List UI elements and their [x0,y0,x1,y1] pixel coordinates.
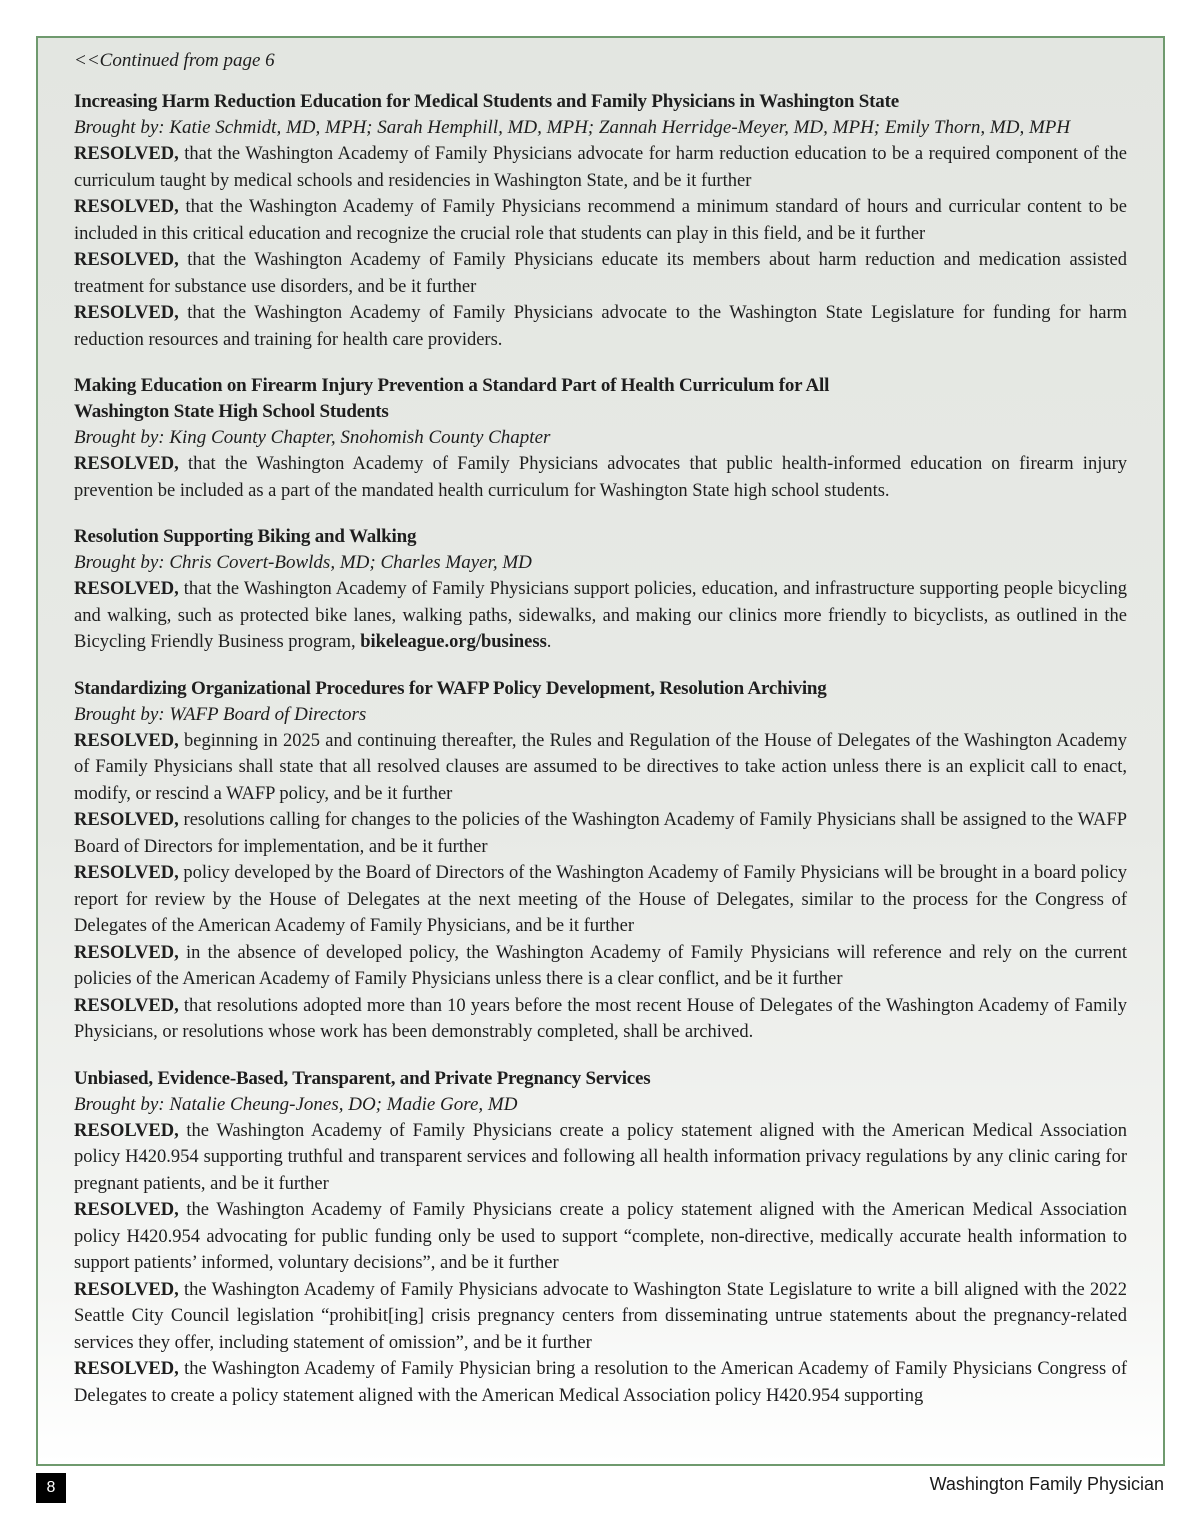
resolved-text: policy developed by the Board of Directors of the Washington Academy of Family Physicians will be brought in a board policy report for review by the House of Delegates at the next meeting of the House of Delegates, similar to the process for the Congress of Delegates of the American Academy of Family Physicians, and be it further [74,863,1127,936]
resolved-keyword: RESOLVED, [74,303,179,323]
resolved-clause [74,194,1127,247]
resolved-text: resolutions calling for changes to the policies of the Washington Academy of Family Physicians shall be assigned to the WAFP Board of Directors for implementation, and be it further [74,810,1127,857]
resolved-keyword: RESOLVED, [74,197,179,217]
resolved-clause [74,141,1127,194]
resolved-text: the Washington Academy of Family Physicians advocate to Washington State Legislature to write a bill aligned with the 2022 Seattle City Council legislation “prohibit[ing] crisis pregnancy centers from disseminating untrue statements about the pregnancy-related services they offer, including statement of omission”, and be it further [74,1279,1127,1353]
resolved-text: the Washington Academy of Family Physicians create a policy statement aligned with the American Medical Association policy H420.954 supporting truthful and transparent services and following all health information privacy regulations by any clinic caring for pregnant patients, and be it further [74,1120,1127,1194]
resolved-clause [74,860,1127,940]
section-title: Resolution Supporting Biking and Walking [74,526,417,547]
resolved-clause [74,728,1127,808]
section-title [74,373,1127,425]
resolved-clause [74,940,1127,993]
resolved-keyword: RESOLVED, [74,810,179,830]
resolved-keyword: RESOLVED, [74,863,179,883]
resolved-text: the Washington Academy of Family Physician bring a resolution to the American Academy of Family Physicians Congress of Delegates to create a policy statement aligned with the American Medical Association policy H420.954 supporting [74,1359,1127,1406]
resolved-text: that the Washington Academy of Family Physicians support policies, education, and infrastructure supporting people bicycling and walking, such as protected bike lanes, walking paths, sidewalks, and making our clinics more friendly to bicyclists, as outlined in the Bicycling Friendly Business program, [74,579,1127,652]
resolved-text: that the Washington Academy of Family Physicians educate its members about harm reduction and medication assisted treatment for substance use disorders, and be it further [74,250,1127,297]
resolved-clause [74,300,1127,353]
section-title: Increasing Harm Reduction Education for Medical Students and Family Physicians in Washington State [74,91,899,112]
brought-by: Brought by: King County Chapter, Snohomish County Chapter [74,427,551,448]
resolved-keyword: RESOLVED, [74,454,179,474]
section-title-line: Washington State High School Students [74,401,389,422]
resolved-clause [74,1356,1127,1409]
resolved-keyword: RESOLVED, [74,995,179,1016]
section-title-line: Making Education on Firearm Injury Prevention a Standard Part of Health Curriculum for All [74,375,830,396]
resolved-keyword: RESOLVED, [74,1200,179,1220]
resolved-keyword: RESOLVED, [74,730,179,751]
resolved-clause [74,451,1127,504]
section-title: Standardizing Organizational Procedures for WAFP Policy Development, Resolution Archiving [74,677,827,699]
page-number: 8 [36,1473,66,1503]
resolution-section [74,676,1127,1046]
resolution-section [74,373,1127,504]
resolution-section [74,1066,1127,1410]
resolved-clause [74,1277,1127,1357]
resolved-text: that the Washington Academy of Family Physicians recommend a minimum standard of hours and curricular content to be included in this critical education and recognize the crucial role that students can play in this field, and be it further [74,197,1127,244]
resolved-text-end: . [546,632,552,652]
brought-by: Brought by: WAFP Board of Directors [74,703,367,725]
resolved-keyword: RESOLVED, [74,250,179,270]
resolved-keyword: RESOLVED, [74,1279,179,1300]
resolved-text: the Washington Academy of Family Physicians create a policy statement aligned with the American Medical Association policy H420.954 advocating for public funding only be used to support “complete, non-directive, medically accurate health information to support patients’ informed, voluntary decisions”, and be it further [74,1200,1127,1273]
brought-by: Brought by: Natalie Cheung-Jones, DO; Madie Gore, MD [74,1093,518,1115]
resolved-text: that the Washington Academy of Family Physicians advocate to the Washington State Legislature for funding for harm reduction resources and training for health care providers. [74,303,1127,350]
resolved-text: that the Washington Academy of Family Physicians advocates that public health-informed education on firearm injury prevention be included as a part of the mandated health curriculum for Washington State high school students. [74,454,1127,501]
brought-by: Brought by: Chris Covert-Bowlds, MD; Charles Mayer, MD [74,552,532,573]
resolved-clause [74,1197,1127,1277]
publication-title: Washington Family Physician [929,1474,1164,1494]
resolved-text: in the absence of developed policy, the Washington Academy of Family Physicians will reference and rely on the current policies of the American Academy of Family Physicians unless there is a clear conflict, and be it further [74,942,1127,989]
continued-note: <<Continued from page 6 [74,50,275,71]
resolved-clause [74,576,1127,656]
resolved-keyword: RESOLVED, [74,1359,179,1379]
section-title: Unbiased, Evidence-Based, Transparent, and Private Pregnancy Services [74,1067,651,1089]
resolved-clause [74,1118,1127,1198]
resolved-keyword: RESOLVED, [74,579,179,599]
resolved-clause [74,993,1127,1046]
resolved-clause [74,247,1127,300]
content-panel [36,36,1165,1466]
bikeleague-link[interactable]: bikeleague.org/business [360,632,547,652]
brought-by: Brought by: Katie Schmidt, MD, MPH; Sarah Hemphill, MD, MPH; Zannah Herridge-Meyer, MD, MPH; Emily Thorn, MD, MPH [74,117,1071,138]
resolution-section [74,89,1127,353]
resolved-text: beginning in 2025 and continuing thereafter, the Rules and Regulation of the House of Delegates of the Washington Academy of Family Physicians shall state that all resolved clauses are assumed to be directives to take action unless there is an explicit call to enact, modify, or rescind a WAFP policy, and be it further [74,730,1127,804]
resolution-section [74,524,1127,656]
resolved-keyword: RESOLVED, [74,942,179,963]
resolved-keyword: RESOLVED, [74,1120,179,1141]
resolved-text: that resolutions adopted more than 10 years before the most recent House of Delegates of the Washington Academy of Family Physicians, or resolutions whose work has been demonstrably completed, shall be archived. [74,995,1127,1042]
resolved-clause [74,807,1127,860]
resolved-text: that the Washington Academy of Family Physicians advocate for harm reduction education to be a required component of the curriculum taught by medical schools and residencies in Washington State, and be it further [74,144,1127,191]
resolved-keyword: RESOLVED, [74,144,179,164]
